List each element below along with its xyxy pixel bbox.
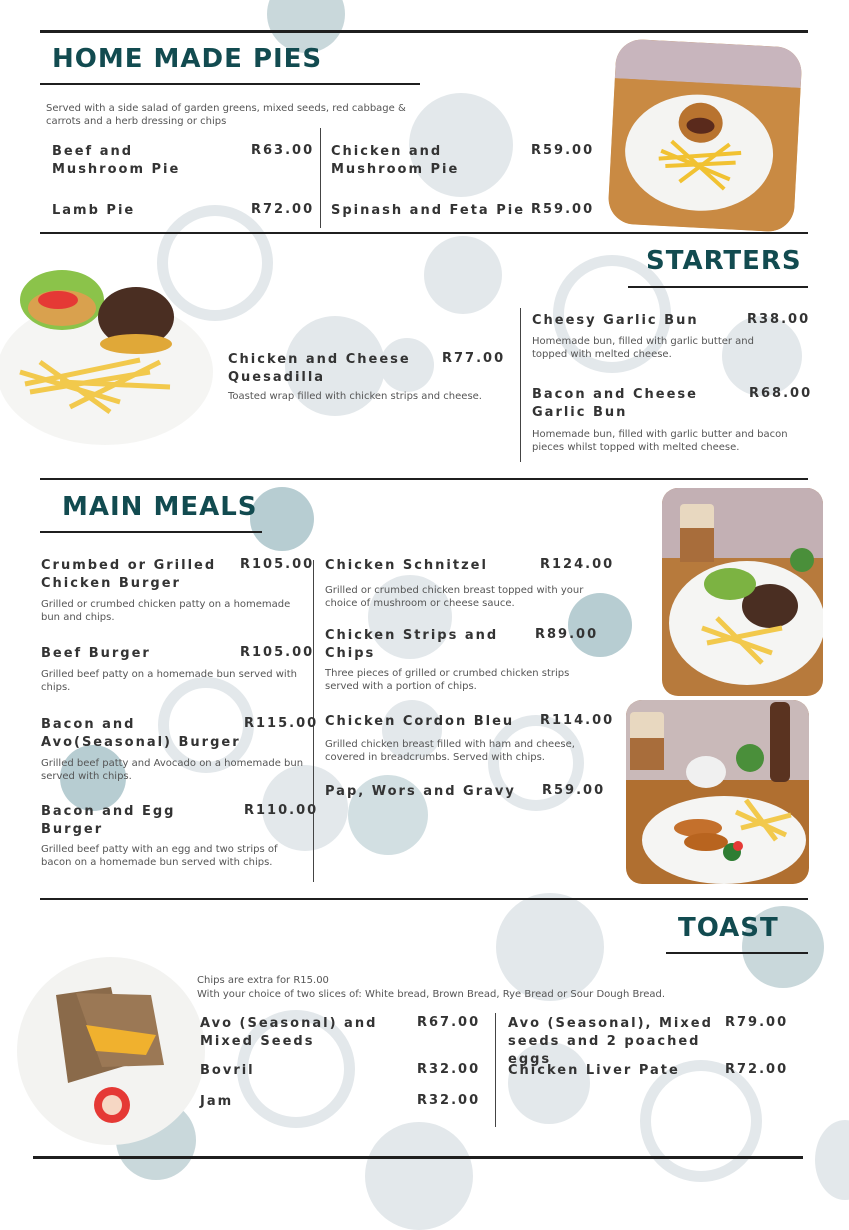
menu-item-price: R115.00 <box>244 716 319 731</box>
toast-photo <box>16 955 206 1147</box>
menu-item-desc: Grilled or crumbed chicken patty on a homemade bun and chips. <box>41 599 291 623</box>
column-divider <box>495 1013 496 1127</box>
divider <box>40 30 808 33</box>
toast-note-chips: Chips are extra for R15.00 <box>197 975 329 986</box>
decor-circle <box>815 1120 849 1200</box>
section-heading-toast: TOAST <box>678 913 779 943</box>
menu-item-price: R72.00 <box>251 202 315 217</box>
menu-item-name: Bacon and Avo(Seasonal) Burger <box>41 717 241 750</box>
section-heading-pies: HOME MADE PIES <box>52 44 323 74</box>
menu-item-price: R79.00 <box>725 1015 789 1030</box>
menu-item-name: Chicken Cordon Bleu <box>325 714 515 729</box>
menu-item-name: Chicken Schnitzel <box>325 558 488 573</box>
menu-item-name: Bacon and Cheese Garlic Bun <box>532 387 698 420</box>
menu-item-desc: Grilled or crumbed chicken breast topped with your choice of mushroom or cheese sauce. <box>325 585 584 609</box>
menu-item-price: R32.00 <box>417 1093 481 1108</box>
chicken-strips-photo <box>626 700 809 884</box>
toast-plate-image <box>16 955 206 1147</box>
menu-item-price: R114.00 <box>540 713 615 728</box>
menu-item-name: Jam <box>200 1094 234 1109</box>
divider <box>40 478 808 480</box>
menu-item-desc: Toasted wrap filled with chicken strips and cheese. <box>228 391 482 402</box>
divider <box>40 83 420 85</box>
menu-item-price: R67.00 <box>417 1015 481 1030</box>
menu-item-name: Avo (Seasonal) and Mixed Seeds <box>200 1016 378 1049</box>
menu-item-desc: Homemade bun, filled with garlic butter and topped with melted cheese. <box>532 336 754 360</box>
pie-plate-image <box>607 38 802 232</box>
menu-item-name: Chicken Liver Pate <box>508 1063 680 1078</box>
burger-meal-photo <box>662 488 823 696</box>
menu-item-price: R77.00 <box>442 351 506 366</box>
toast-note-bread: With your choice of two slices of: White bread, Brown Bread, Rye Bread or Sour Dough Bread. <box>197 989 666 1000</box>
column-divider <box>320 128 321 228</box>
divider <box>33 1156 803 1159</box>
decor-circle <box>250 487 314 551</box>
burger-photo <box>0 262 215 447</box>
menu-item-price: R124.00 <box>540 557 615 572</box>
menu-item-price: R59.00 <box>531 143 595 158</box>
decor-circle <box>365 1122 473 1230</box>
pies-intro: Served with a side salad of garden greens, mixed seeds, red cabbage & carrots and a herb dressing or chips <box>46 103 406 127</box>
menu-item-name: Spinash and Feta Pie <box>331 203 526 218</box>
menu-item-price: R38.00 <box>747 312 811 327</box>
section-heading-mains: MAIN MEALS <box>62 492 258 522</box>
menu-item-price: R105.00 <box>240 645 315 660</box>
menu-item-name: Crumbed or Grilled Chicken Burger <box>41 558 217 591</box>
menu-item-name: Avo (Seasonal), Mixed seeds and 2 poached eggs <box>508 1016 713 1067</box>
menu-item-name: Beef and Mushroom Pie <box>52 144 181 177</box>
burger-plate-image <box>0 262 215 447</box>
menu-item-desc: Grilled beef patty with an egg and two strips of bacon on a homemade bun served with chips. <box>41 844 278 868</box>
decor-circle <box>424 236 502 314</box>
menu-item-desc: Grilled beef patty on a homemade bun served with chips. <box>41 669 297 693</box>
menu-item-name: Chicken and Mushroom Pie <box>331 144 460 177</box>
menu-item-price: R72.00 <box>725 1062 789 1077</box>
menu-item-name: Bovril <box>200 1063 255 1078</box>
menu-item-price: R110.00 <box>244 803 319 818</box>
column-divider <box>520 308 521 462</box>
divider <box>666 952 808 954</box>
pie-photo <box>607 38 802 232</box>
menu-item-desc: Three pieces of grilled or crumbed chicken strips served with a portion of chips. <box>325 668 570 692</box>
menu-item-name: Bacon and Egg Burger <box>41 804 176 837</box>
divider <box>40 898 808 900</box>
menu-item-name: Cheesy Garlic Bun <box>532 313 699 328</box>
menu-item-price: R59.00 <box>542 783 606 798</box>
burger-meal-image <box>662 488 823 696</box>
section-heading-starters: STARTERS <box>646 246 802 276</box>
menu-item-desc: Homemade bun, filled with garlic butter and bacon pieces whilst topped with melted cheese. <box>532 429 788 453</box>
menu-item-desc: Grilled beef patty and Avocado on a homemade bun served with chips. <box>41 758 304 782</box>
menu-item-price: R105.00 <box>240 557 315 572</box>
menu-item-name: Pap, Wors and Gravy <box>325 784 516 799</box>
menu-item-price: R68.00 <box>749 386 813 401</box>
menu-item-name: Chicken Strips and Chips <box>325 628 499 661</box>
menu-item-price: R89.00 <box>535 627 599 642</box>
menu-item-name: Lamb Pie <box>52 203 136 218</box>
menu-item-name: Chicken and Cheese Quesadilla <box>228 352 411 385</box>
menu-item-price: R59.00 <box>531 202 595 217</box>
divider <box>40 531 262 533</box>
menu-item-desc: Grilled chicken breast filled with ham and cheese, covered in breadcrumbs. Served with chips. <box>325 739 575 763</box>
divider <box>628 286 808 288</box>
menu-item-price: R32.00 <box>417 1062 481 1077</box>
menu-item-name: Beef Burger <box>41 646 151 661</box>
menu-item-price: R63.00 <box>251 143 315 158</box>
divider <box>40 232 808 234</box>
chicken-strips-image <box>626 700 809 884</box>
